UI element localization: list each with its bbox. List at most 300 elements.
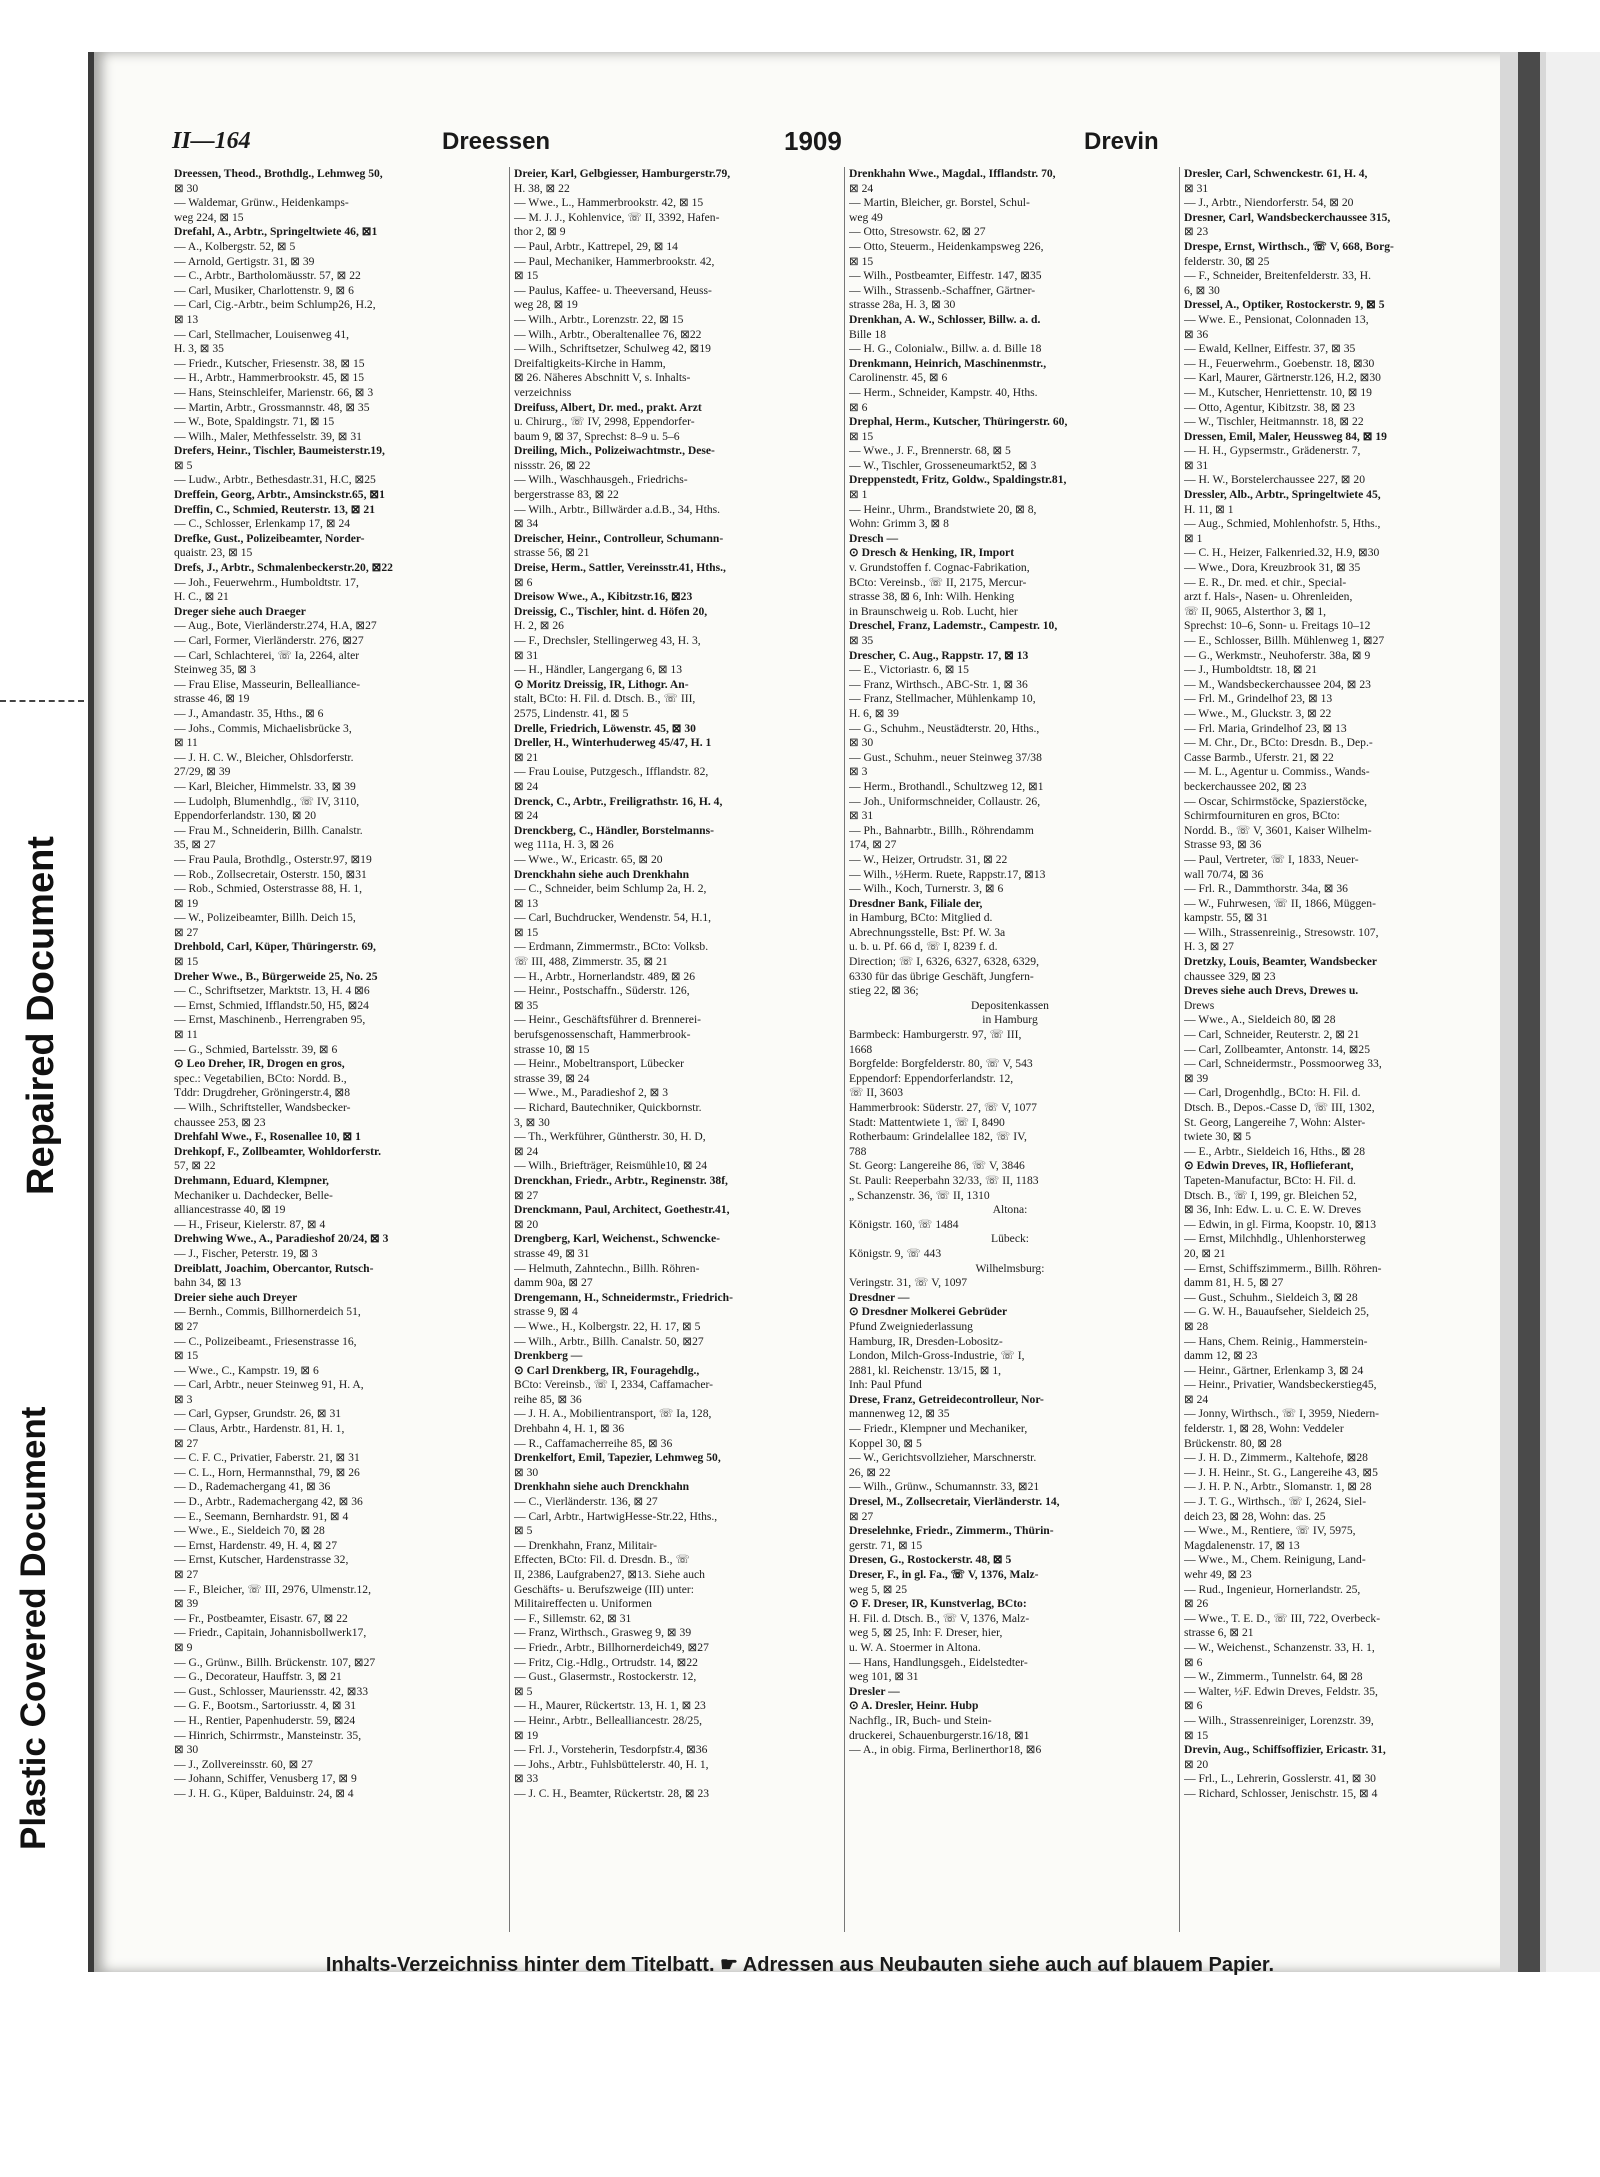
directory-entry-line: 35, ⊠ 27 [174, 838, 216, 852]
directory-entry-line: ☏ II, 3603 [849, 1086, 904, 1100]
directory-entry-line: Dreppenstedt, Fritz, Goldw., Spaldingstr.81, [849, 473, 1067, 487]
directory-entry-line: „ Schanzenstr. 36, ☏ II, 1310 [849, 1188, 990, 1202]
directory-entry-line: Dreiling, Mich., Polizeiwachtmstr., Dese- [514, 444, 715, 458]
directory-entry-line: 2881, kl. Reichenstr. 13/15, ⊠ 1, [849, 1363, 1002, 1377]
directory-entry-line: Militaireffecten u. Uniformen [514, 1597, 652, 1611]
directory-entry-line: — Martin, Bleicher, gr. Borstel, Schul- [849, 196, 1030, 210]
directory-entry-line: strasse 39, ⊠ 24 [514, 1071, 590, 1085]
directory-entry-line: Drefke, Gust., Polizeibeamter, Norder- [174, 531, 365, 545]
directory-entry-line: — Ernst, Schiffszimmerm., Billh. Röhren- [1184, 1261, 1382, 1275]
directory-entry-line: — H. G., Colonialw., Billw. a. d. Bille 18 [849, 342, 1042, 356]
directory-entry-line: — Arnold, Gertigstr. 31, ⊠ 39 [174, 254, 315, 268]
directory-entry-line: ⊠ 20 [514, 1217, 539, 1231]
directory-entry-line: — W., Heizer, Ortrudstr. 31, ⊠ 22 [849, 852, 1008, 866]
directory-entry-line: gerstr. 71, ⊠ 15 [849, 1538, 923, 1552]
page-number: II—164 [172, 128, 251, 154]
directory-entry-line: damm 12, ⊠ 23 [1184, 1349, 1258, 1363]
directory-entry-line: beckerchaussee 202, ⊠ 23 [1184, 779, 1307, 793]
directory-entry-line: Inh: Paul Pfund [849, 1378, 922, 1392]
directory-entry-line: ⊠ 31 [514, 648, 539, 662]
directory-entry-line: St. Georg, Langereihe 7, Wohn: Alster- [1184, 1115, 1366, 1129]
directory-entry-line: — Heinr., Gärtner, Erlenkamp 3, ⊠ 24 [1184, 1363, 1364, 1377]
directory-entry-line: — Ernst, Kutscher, Hardenstrasse 32, [174, 1553, 349, 1567]
directory-entry-line: — Karl, Bleicher, Himmelstr. 33, ⊠ 39 [174, 779, 356, 793]
directory-entry-line: Drenckberg, C., Händler, Borstelmanns- [514, 823, 714, 837]
directory-entry-line: 174, ⊠ 27 [849, 838, 897, 852]
directory-entry-line: — W., Fuhrwesen, ☏ II, 1866, Müggen- [1184, 896, 1376, 910]
directory-entry-line: Wohn: Grimm 3, ⊠ 8 [849, 517, 949, 531]
directory-entry-line: strasse 6, ⊠ 21 [1184, 1626, 1254, 1640]
directory-entry-line: ⊙ Leo Dreher, IR, Drogen en gros, [174, 1057, 345, 1071]
directory-entry-line: — F., Sillemstr. 62, ⊠ 31 [514, 1611, 632, 1625]
directory-entry-line: — Hans, Handlungsgeh., Eidelstedter- [849, 1655, 1028, 1669]
directory-entry-line: u. Chirurg., ☏ IV, 2998, Eppendorfer- [514, 415, 695, 429]
directory-entry-line: Sprechst: 10–6, Sonn- u. Freitags 10–12 [1184, 619, 1371, 633]
next-page-strip [1546, 52, 1600, 1972]
directory-entry-line: H. 38, ⊠ 22 [514, 181, 570, 195]
directory-entry-line: — J. H. P. N., Arbtr., Slomanstr. 1, ⊠ 28 [1184, 1480, 1372, 1494]
directory-entry-line: H. 6, ⊠ 39 [849, 706, 899, 720]
directory-entry-line: Dreller, H., Winterhuderweg 45/47, H. 1 [514, 736, 712, 750]
directory-entry-line: — Fritz, Cig.-Hdlg., Ortrudstr. 14, ⊠22 [514, 1655, 698, 1669]
directory-entry-line: London, Milch-Gross-Industrie, ☏ I, [849, 1349, 1025, 1363]
directory-entry-line: Stadt: Mattentwiete 1, ☏ I, 8490 [849, 1115, 1005, 1129]
directory-entry-line: Eppendorferlandstr. 130, ⊠ 20 [174, 809, 317, 823]
directory-entry-line: — C., Schlosser, Erlenkamp 17, ⊠ 24 [174, 517, 351, 531]
directory-entry-line: 57, ⊠ 22 [174, 1159, 216, 1173]
directory-entry-line: — Wwe., M., Rentiere, ☏ IV, 5975, [1184, 1524, 1356, 1538]
directory-entry-line: ⊠ 15 [514, 925, 539, 939]
directory-entry-line: — Gust., Glasermstr., Rostockerstr. 12, [514, 1670, 697, 1684]
directory-entry-line: Drenkhahn Wwe., Magdal., Ifflandstr. 70, [849, 167, 1056, 180]
directory-entry-line: — M., Wandsbeckerchaussee 204, ⊠ 23 [1184, 677, 1371, 691]
directory-entry-line: ⊠ 36, Inh: Edw. L. u. C. E. W. Dreves [1184, 1203, 1362, 1217]
directory-entry-line: — Frau M., Schneiderin, Billh. Canalstr. [174, 823, 363, 837]
directory-entry-line: mannenweg 12, ⊠ 35 [849, 1407, 950, 1421]
directory-entry-line: Dresner, Carl, Wandsbeckerchaussee 315, [1184, 210, 1391, 224]
directory-entry-line: Abrechnungsstelle, Bst: Pf. W. 3a [849, 925, 1006, 939]
directory-entry-line: — Ernst, Hardenstr. 49, H. 4, ⊠ 27 [174, 1538, 337, 1552]
directory-entry-line: — Frl. M., Grindelhof 23, ⊠ 13 [1184, 692, 1333, 706]
directory-entry-line: weg 5, ⊠ 25, Inh: F. Dreser, hier, [849, 1626, 1003, 1640]
directory-entry-line: quaistr. 23, ⊠ 15 [174, 546, 253, 560]
directory-entry-line: Drenkhahn siehe auch Drenckhahn [514, 1480, 690, 1494]
directory-entry-line: ⊠ 30 [849, 736, 874, 750]
directory-entry-line: — Wilh., ½Herm. Ruete, Rappstr.17, ⊠13 [849, 867, 1046, 881]
directory-entry-line: — Herm., Brothandl., Schultzweg 12, ⊠1 [849, 779, 1044, 793]
directory-entry-line: ⊠ 35 [514, 998, 539, 1012]
directory-entry-line: strasse 9, ⊠ 4 [514, 1305, 578, 1319]
directory-entry-line: ⊠ 27 [174, 1319, 199, 1333]
directory-entry-line: — Johann, Schiffer, Venusberg 17, ⊠ 9 [174, 1772, 357, 1786]
directory-entry-line: St. Pauli: Reeperbahn 32/33, ☏ II, 1183 [849, 1173, 1039, 1187]
directory-entry-line: ⊠ 24 [1184, 1392, 1209, 1406]
directory-entry-line: felderstr. 30, ⊠ 25 [1184, 254, 1270, 268]
directory-entry-line: Dreise, Herm., Sattler, Vereinsstr.41, Hths., [514, 561, 726, 575]
directory-entry-line: ⊙ Moritz Dreissig, IR, Lithogr. An- [514, 677, 689, 691]
directory-entry-line: ⊠ 24 [514, 1144, 539, 1158]
directory-entry-line: — C. L., Horn, Hermannsthal, 79, ⊠ 26 [174, 1465, 360, 1479]
directory-entry-line: — C. H., Heizer, Falkenried.32, H.9, ⊠30 [1184, 546, 1380, 560]
directory-entry-line: — Otto, Agentur, Kibitzstr. 38, ⊠ 23 [1184, 400, 1355, 414]
directory-entry-line: — Paul, Vertreter, ☏ I, 1833, Neuer- [1184, 852, 1359, 866]
directory-entry-line: — Gust., Schuhm., neuer Steinweg 37/38 [849, 750, 1042, 764]
directory-entry-line: damm 90a, ⊠ 27 [514, 1276, 593, 1290]
directory-entry-line: weg 5, ⊠ 25 [849, 1582, 908, 1596]
directory-entry-line: Hammerbrook: Süderstr. 27, ☏ V, 1077 [849, 1101, 1037, 1114]
directory-entry-line: — W., Zimmerm., Tunnelstr. 64, ⊠ 28 [1184, 1670, 1363, 1684]
directory-entry-line: — Helmuth, Zahntechn., Billh. Röhren- [514, 1261, 700, 1275]
directory-entry-line: ⊠ 26 [1184, 1597, 1209, 1611]
directory-entry-line: — G. W. H., Bauaufseher, Sieldeich 25, [1184, 1305, 1370, 1319]
directory-entry-line: alliancestrasse 40, ⊠ 19 [174, 1203, 286, 1217]
directory-entry-line: — Wwe., M., Gluckstr. 3, ⊠ 22 [1184, 706, 1332, 720]
directory-entry-line: — H., Feuerwehrm., Goebenstr. 18, ⊠30 [1184, 356, 1375, 370]
directory-entry-line: — Hans, Chem. Reinig., Hammerstein- [1184, 1334, 1368, 1348]
directory-entry-line: ⊙ Dresch & Henking, IR, Import [849, 546, 1015, 560]
plastic-covered-label: Plastic Covered Document [14, 1406, 53, 1850]
directory-entry-line: — D., Arbtr., Rademachergang 42, ⊠ 36 [174, 1495, 363, 1509]
directory-entry-line: ⊠ 6 [514, 575, 533, 589]
directory-entry-line: ⊠ 23 [1184, 225, 1209, 239]
directory-entry-line: — G., Decorateur, Hauffstr. 3, ⊠ 21 [174, 1670, 342, 1684]
directory-entry-line: ⊠ 11 [174, 736, 198, 750]
directory-entry-line: Drenckmann, Paul, Architect, Goethestr.41, [514, 1203, 730, 1217]
directory-entry-line: — M. J. J., Kohlenvice, ☏ II, 3392, Hafen- [514, 210, 720, 224]
directory-entry-line: — Waldemar, Grünw., Heidenkamps- [174, 196, 349, 210]
directory-entry-line: — M. L., Agentur u. Commiss., Wands- [1184, 765, 1370, 779]
directory-entry-line: weg 28, ⊠ 19 [514, 298, 578, 312]
directory-entry-line: Magdalenenstr. 17, ⊠ 13 [1184, 1538, 1300, 1552]
directory-entry-line: — Wwe., T. E. D., ☏ III, 722, Overbeck- [1184, 1611, 1381, 1625]
directory-entry-line: — Carl, Arbtr., neuer Steinweg 91, H. A, [174, 1378, 364, 1392]
directory-entry-line: — Wilh., Strassenreiniger, Lorenzstr. 39, [1184, 1713, 1374, 1727]
directory-entry-line: — Richard, Bautechniker, Quickbornstr. [514, 1101, 702, 1114]
directory-entry-line: Drehwing Wwe., A., Paradieshof 20/24, ⊠ 3 [174, 1232, 389, 1246]
directory-entry-line: Eppendorf: Eppendorferlandstr. 12, [849, 1071, 1014, 1085]
adjacent-page-edge [1500, 52, 1600, 1972]
directory-entry-line: II, 2386, Laufgraben27, ⊠13. Siehe auch [514, 1568, 705, 1581]
directory-entry-line: ⊠ 39 [174, 1597, 199, 1611]
directory-entry-line: ⊠ 24 [514, 809, 539, 823]
directory-entry-line: — Wwe., J. F., Brennerstr. 68, ⊠ 5 [849, 444, 1011, 458]
directory-entry-line: Drehfahl Wwe., F., Rosenallee 10, ⊠ 1 [174, 1130, 361, 1144]
directory-entry-line: Drefs, J., Arbtr., Schmalenbeckerstr.20, ⊠22 [174, 561, 393, 575]
directory-entry-line: in Hamburg [982, 1013, 1038, 1027]
directory-entry-line: H. 3, ⊠ 27 [1184, 940, 1234, 954]
directory-entry-line: — Paul, Mechaniker, Hammerbrookstr. 42, [514, 254, 715, 268]
directory-entry-line: ⊠ 15 [1184, 1728, 1209, 1742]
directory-entry-line: Dreger siehe auch Draeger [174, 604, 306, 618]
directory-entry-line: Drehkopf, F., Zollbeamter, Wohldorferstr. [174, 1144, 381, 1158]
directory-entry-line: — C. F. C., Privatier, Faberstr. 21, ⊠ 31 [174, 1451, 360, 1465]
directory-entry-line: Dreessen, Theod., Brothdlg., Lehmweg 50, [174, 167, 383, 180]
directory-entry-line: — Franz, Stellmacher, Mühlenkamp 10, [849, 692, 1036, 706]
directory-entry-line: — J., Arbtr., Niendorferstr. 54, ⊠ 20 [1184, 196, 1354, 210]
directory-entry-line: — Ernst, Schmied, Ifflandstr.50, H5, ⊠24 [174, 998, 369, 1012]
directory-entry-line: — Heinr., Uhrm., Brandstwiete 20, ⊠ 8, [849, 502, 1037, 516]
directory-entry-line: — E., Schlosser, Billh. Mühlenweg 1, ⊠27 [1184, 634, 1385, 647]
directory-entry-line: Dreier, Karl, Gelbgiesser, Hamburgerstr.79, [514, 167, 731, 180]
directory-entry-line: — Ph., Bahnarbtr., Billh., Röhrendamm [849, 823, 1034, 837]
directory-entry-line: ⊠ 6 [849, 400, 868, 414]
directory-entry-line: — C., Arbtr., Bartholomäusstr. 57, ⊠ 22 [174, 269, 361, 283]
directory-entry-line: Dreser, F., in gl. Fa., ☏ V, 1376, Malz- [849, 1568, 1039, 1581]
directory-entry-line: Königstr. 160, ☏ 1484 [849, 1217, 959, 1231]
directory-entry-line: — Wilh., Strassenb.-Schaffner, Gärtner- [849, 283, 1036, 297]
directory-entry-line: — W., Weichenst., Schanzenstr. 33, H. 1, [1184, 1640, 1375, 1654]
directory-entry-line: 1668 [849, 1042, 873, 1056]
directory-entry-line: — C., Vierländerstr. 136, ⊠ 27 [514, 1495, 658, 1509]
directory-entry-line: — Frau Paula, Brothdlg., Osterstr.97, ⊠19 [174, 852, 372, 866]
directory-entry-line: stieg 22, ⊠ 36; [849, 984, 919, 998]
directory-entry-line: ⊙ Dresdner Molkerei Gebrüder [849, 1305, 1008, 1319]
directory-entry-line: H. 3, ⊠ 35 [174, 342, 224, 356]
directory-entry-line: — Friedr., Klempner und Mechaniker, [849, 1422, 1028, 1436]
directory-entry-line: — Heinr., Privatier, Wandsbeckerstieg45, [1184, 1378, 1377, 1392]
directory-entry-line: weg 49 [849, 210, 883, 224]
directory-entry-line: Steinweg 35, ⊠ 3 [174, 663, 256, 677]
directory-entry-line: — Ludolph, Blumenhdlg., ☏ IV, 3110, [174, 794, 360, 808]
directory-entry-line: Drese, Franz, Getreidecontrolleur, Nor- [849, 1392, 1044, 1406]
directory-entry-line: — W., Tischler, Grosseneumarkt52, ⊠ 3 [849, 458, 1037, 472]
directory-entry-line: — Frl. J., Vorsteherin, Tesdorpfstr.4, ⊠36 [514, 1743, 708, 1757]
directory-entry-line: — Gust., Schuhm., Sieldeich 3, ⊠ 28 [1184, 1290, 1358, 1304]
directory-entry-line: — Rob., Zollsecretair, Osterstr. 150, ⊠31 [174, 867, 367, 881]
directory-entry-line: — H., Friseur, Kielerstr. 87, ⊠ 4 [174, 1217, 326, 1231]
directory-entry-line: — Carl, Former, Vierländerstr. 276, ⊠27 [174, 634, 364, 647]
directory-entry-line: ⊠ 3 [174, 1392, 193, 1406]
directory-entry-line: — Hans, Steinschleifer, Marienstr. 66, ⊠ 3 [174, 385, 374, 399]
directory-entry-line: ⊠ 27 [174, 925, 199, 939]
directory-entry-line: — Wwe., M., Chem. Reinigung, Land- [1184, 1553, 1366, 1567]
directory-entry-line: — Otto, Steuerm., Heidenkampsweg 226, [849, 239, 1044, 253]
directory-entry-line: Dreier siehe auch Dreyer [174, 1290, 298, 1304]
directory-entry-line: — Wilh., Schriftsetzer, Schulweg 42, ⊠19 [514, 342, 711, 356]
directory-entry-line: ⊠ 6 [1184, 1655, 1203, 1669]
directory-entry-line: ⊠ 5 [514, 1684, 533, 1698]
directory-entry-line: ⊙ Edwin Dreves, IR, Hoflieferant, [1184, 1159, 1354, 1173]
directory-entry-line: Tddr: Drugdreher, Gröningerstr.4, ⊠8 [174, 1086, 351, 1100]
directory-entry-line: — Herm., Schneider, Kampstr. 40, Hths. [849, 385, 1038, 399]
directory-entry-line: — J. H. G., Küper, Balduinstr. 24, ⊠ 4 [174, 1786, 354, 1800]
directory-entry-line: — Heinr., Mobeltransport, Lübecker [514, 1057, 684, 1071]
directory-entry-line: ⊠ 15 [174, 1349, 199, 1363]
directory-entry-line: — Joh., Feuerwehrm., Humboldtstr. 17, [174, 575, 359, 589]
directory-entry-line: ⊠ 1 [1184, 531, 1203, 545]
directory-entry-line: v. Grundstoffen f. Cognac-Fabrikation, [849, 561, 1030, 575]
directory-entry-line: — Friedr., Kutscher, Friesenstr. 38, ⊠ 15 [174, 356, 365, 370]
directory-entry-line: — Carl, Schneider, Reuterstr. 2, ⊠ 21 [1184, 1028, 1360, 1042]
directory-entry-line: BCto: Vereinsb., ☏ II, 2175, Mercur- [849, 575, 1027, 589]
directory-entry-line: — Richard, Schlosser, Jenischstr. 15, ⊠ 4 [1184, 1786, 1378, 1800]
directory-entry-line: u. b. u. Pf. 66 d, ☏ I, 8239 f. d. [849, 940, 998, 954]
directory-entry-line: Pfund Zweigniederlassung [849, 1319, 973, 1333]
page-footer: Inhalts-Verzeichniss hinter dem Titelbatt. ☛ Adressen aus Neubauten siehe auch auf blauem Papier. [325, 1954, 1275, 1976]
directory-entry-line: — F., Drechsler, Stellingerweg 43, H. 3, [514, 634, 701, 647]
directory-entry-line: — H., Rentier, Papenhuderstr. 59, ⊠24 [174, 1713, 356, 1727]
directory-entry-line: bergerstrasse 83, ⊠ 22 [514, 488, 619, 502]
directory-entry-line: ⊠ 28 [1184, 1319, 1209, 1333]
directory-entry-line: bahn 34, ⊠ 13 [174, 1276, 242, 1290]
directory-entry-line: Dressel, A., Optiker, Rostockerstr. 9, ⊠ 5 [1184, 298, 1385, 312]
directory-entry-line: — J., Zollvereinsstr. 60, ⊠ 27 [174, 1757, 313, 1771]
directory-entry-line: — Wilh., Arbtr., Oberaltenallee 76, ⊠22 [514, 327, 702, 341]
directory-entry-line: ⊠ 1 [849, 488, 868, 502]
directory-entry-line: ⊠ 13 [514, 896, 539, 910]
directory-entry-line: 788 [849, 1144, 867, 1158]
directory-entry-line: ⊠ 5 [514, 1524, 533, 1538]
directory-entry-line: H. C., ⊠ 21 [174, 590, 229, 604]
directory-entry-line: ⊠ 36 [1184, 327, 1209, 341]
directory-entry-line: — Frl., L., Lehrerin, Gosslerstr. 41, ⊠ 30 [1184, 1772, 1376, 1786]
directory-entry-line: — A., in obig. Firma, Berlinerthor18, ⊠6 [849, 1743, 1042, 1757]
directory-entry-line: — M., Kutscher, Henriettenstr. 10, ⊠ 19 [1184, 385, 1372, 399]
directory-entry-line: strasse 49, ⊠ 31 [514, 1246, 590, 1260]
directory-entry-line: Dreselehnke, Friedr., Zimmerm., Thürin- [849, 1524, 1054, 1538]
directory-entry-line: ⊠ 30 [514, 1465, 539, 1479]
directory-entry-line: Drespe, Ernst, Wirthsch., ☏ V, 668, Borg- [1184, 239, 1394, 253]
directory-entry-line: Tapeten-Manufactur, BCto: H. Fil. d. [1184, 1173, 1356, 1187]
directory-entry-line: — G. F., Bootsm., Sartoriusstr. 4, ⊠ 31 [174, 1699, 357, 1713]
directory-entry-line: ⊠ 27 [174, 1436, 199, 1450]
directory-entry-line: — A., Kolbergstr. 52, ⊠ 5 [174, 239, 296, 253]
directory-entry-line: Drehbold, Carl, Küper, Thüringerstr. 69, [174, 940, 376, 954]
directory-entry-line: — G., Schmied, Bartelsstr. 39, ⊠ 6 [174, 1042, 338, 1056]
directory-entry-line: — Aug., Bote, Vierländerstr.274, H.A, ⊠27 [174, 619, 377, 633]
directory-entry-line: — Wwe., W., Ericastr. 65, ⊠ 20 [514, 852, 663, 866]
repaired-document-label: Repaired Document [20, 836, 62, 1195]
directory-entry-line: Casse Barmb., Uferstr. 21, ⊠ 22 [1184, 750, 1334, 764]
directory-entry-line: ⊠ 11 [174, 1028, 198, 1042]
directory-entry-line: Drescher, C. Aug., Rappstr. 17, ⊠ 13 [849, 648, 1029, 662]
directory-entry-line: Dtsch. B., ☏ I, 199, gr. Bleichen 52, [1184, 1188, 1357, 1202]
directory-entry-line: Dreffin, C., Schmied, Reuterstr. 13, ⊠ 21 [174, 502, 375, 516]
directory-entry-line: ⊠ 30 [174, 181, 199, 195]
directory-entry-line: weg 224, ⊠ 15 [174, 210, 244, 224]
directory-entry-line: ⊠ 27 [514, 1188, 539, 1202]
directory-entry-line: — Wilh., Arbtr., Billh. Canalstr. 50, ⊠27 [514, 1334, 704, 1348]
directory-entry-line: — Frau Elise, Masseurin, Bellealliance- [174, 677, 361, 691]
directory-entry-line: Drehbahn 4, H. 1, ⊠ 36 [514, 1422, 625, 1436]
directory-entry-line: in Braunschweig u. Rob. Lucht, hier [849, 604, 1018, 618]
directory-entry-line: 2575, Lindenstr. 41, ⊠ 5 [514, 706, 629, 720]
directory-entry-line: — Aug., Schmied, Mohlenhofstr. 5, Hths., [1184, 517, 1381, 531]
directory-entry-line: — Carl, Stellmacher, Louisenweg 41, [174, 327, 350, 341]
directory-entry-line: — M. Chr., Dr., BCto: Dresdn. B., Dep.- [1184, 736, 1373, 750]
directory-entry-line: strasse 10, ⊠ 15 [514, 1042, 590, 1056]
directory-entry-line: Dresel, M., Zollsecretair, Vierländerstr. 14, [849, 1495, 1060, 1509]
directory-entry-line: ⊠ 33 [514, 1772, 539, 1786]
directory-entry-line: weg 111a, H. 3, ⊠ 26 [514, 838, 614, 852]
directory-entry-line: Barmbeck: Hamburgerstr. 97, ☏ III, [849, 1028, 1022, 1042]
directory-entry-line: BCto: Vereinsb., ☏ I, 2334, Caffamacher- [514, 1378, 713, 1392]
directory-entry-line: — J., Amandastr. 35, Hths., ⊠ 6 [174, 706, 324, 720]
directory-entry-line: — Johs., Arbtr., Fuhlsbüttelerstr. 40, H. 1, [514, 1757, 709, 1771]
directory-entry-line: ⊠ 3 [849, 765, 868, 779]
directory-entry-line: Königstr. 9, ☏ 443 [849, 1246, 942, 1260]
directory-entry-line: ⊠ 6 [1184, 1699, 1203, 1713]
header-last-name: Drevin [1084, 128, 1159, 155]
directory-entry-line: Drews [1184, 998, 1215, 1012]
directory-entry-line: — Carl, Schneidermstr., Possmoorweg 33, [1184, 1057, 1382, 1071]
directory-entry-line: — Carl, Drogenhdlg., BCto: H. Fil. d. [1184, 1086, 1361, 1100]
directory-entry-line: — Wilh., Arbtr., Billwärder a.d.B., 34, Hths. [514, 502, 721, 516]
directory-entry-line: Dreifuss, Albert, Dr. med., prakt. Arzt [514, 400, 702, 414]
directory-entry-line: — F., Schneider, Breitenfelderstr. 33, H. [1184, 269, 1371, 283]
directory-entry-line: — Wilh., Arbtr., Lorenzstr. 22, ⊠ 15 [514, 312, 684, 326]
directory-entry-line: Dretzky, Louis, Beamter, Wandsbecker [1184, 955, 1378, 969]
directory-entry-line: Dreher Wwe., B., Bürgerweide 25, No. 25 [174, 969, 378, 983]
directory-entry-line: ⊠ 15 [849, 429, 874, 443]
directory-entry-line: Dreffein, Georg, Arbtr., Amsinckstr.65, ⊠1 [174, 488, 385, 502]
directory-entry-line: Dressler, Alb., Arbtr., Springeltwiete 45, [1184, 488, 1381, 502]
directory-entry-line: — Karl, Maurer, Gärtnerstr.126, H.2, ⊠30 [1184, 371, 1381, 385]
directory-entry-line: Dressen, Emil, Maler, Heussweg 84, ⊠ 19 [1184, 429, 1387, 443]
directory-entry-line: Hamburg, IR, Dresden-Lobositz- [849, 1334, 1003, 1348]
directory-entry-line: Dtsch. B., Depos.-Casse D, ☏ III, 1302, [1184, 1101, 1375, 1114]
directory-entry-line: — W., Tischler, Heitmannstr. 18, ⊠ 22 [1184, 415, 1364, 429]
directory-entry-line: — Carl, Gypser, Grundstr. 26, ⊠ 31 [174, 1407, 342, 1421]
directory-entry-line: Schirmfournituren en gros, BCto: [1184, 809, 1340, 823]
directory-entry-line: — Jonny, Wirthsch., ☏ I, 3959, Niedern- [1184, 1407, 1379, 1421]
directory-entry-line: 26, ⊠ 22 [849, 1465, 891, 1479]
directory-entry-line: — Wilh., Briefträger, Reismühle10, ⊠ 24 [514, 1159, 708, 1173]
directory-entry-line: wehr 49, ⊠ 23 [1184, 1568, 1252, 1581]
directory-entry-line: — Frl. R., Dammthorstr. 34a, ⊠ 36 [1184, 882, 1348, 896]
column-3 [844, 167, 1171, 1932]
directory-entry-line: Drenkhan, A. W., Schlosser, Billw. a. d. [849, 312, 1041, 326]
directory-entry-line: Lübeck: [991, 1232, 1029, 1246]
directory-entry-line: — J. H. Heinr., St. G., Langereihe 43, ⊠5 [1184, 1465, 1378, 1479]
directory-entry-line: — Oscar, Schirmstöcke, Spazierstöcke, [1184, 794, 1368, 808]
directory-entry-line: — Erdmann, Zimmermstr., BCto: Volksb. [514, 940, 709, 954]
directory-entry-line: — G., Grünw., Billh. Brückenstr. 107, ⊠27 [174, 1655, 376, 1669]
directory-entry-line: ⊠ 31 [1184, 181, 1209, 195]
directory-entry-line: wall 70/74, ⊠ 36 [1184, 867, 1264, 881]
directory-entry-line: Dreifaltigkeits-Kirche in Hamm, [514, 356, 666, 370]
directory-entry-line: — Wilh., Grünw., Schumannstr. 33, ⊠21 [849, 1480, 1040, 1494]
directory-entry-line: — R., Caffamacherreihe 85, ⊠ 36 [514, 1436, 673, 1450]
directory-entry-line: 6330 für das übrige Geschäft, Jungfern- [849, 969, 1034, 983]
directory-entry-line: Altona: [992, 1203, 1028, 1217]
directory-entry-line: Dresler — [849, 1684, 900, 1698]
directory-entry-line: Dresler, Carl, Schwenckestr. 61, H. 4, [1184, 167, 1368, 180]
directory-entry-line: spec.: Vegetabilien, BCto: Nordd. B., [174, 1071, 347, 1085]
directory-entry-line: — H., Arbtr., Hornerlandstr. 489, ⊠ 26 [514, 969, 696, 983]
directory-entry-line: — Wwe., E., Sieldeich 70, ⊠ 28 [174, 1524, 325, 1538]
directory-entry-line: St. Georg: Langereihe 86, ☏ V, 3846 [849, 1159, 1025, 1173]
directory-entry-line: — Carl, Zollbeamter, Antonstr. 14, ⊠25 [1184, 1042, 1371, 1056]
directory-entry-line: — Wwe., A., Sieldeich 80, ⊠ 28 [1184, 1013, 1336, 1027]
directory-entry-line: — Rud., Ingenieur, Hornerlandstr. 25, [1184, 1582, 1361, 1596]
directory-entry-line: — Fr., Postbeamter, Eisastr. 67, ⊠ 22 [174, 1611, 348, 1625]
directory-entry-line: Drenkberg — [514, 1349, 583, 1363]
directory-entry-line: Bille 18 [849, 327, 887, 341]
directory-entry-line: — Carl, Arbtr., HartwigHesse-Str.22, Hths., [514, 1509, 718, 1523]
directory-entry-line: — Wwe., C., Kampstr. 19, ⊠ 6 [174, 1363, 319, 1377]
directory-entry-line: — J. C. H., Beamter, Rückertstr. 28, ⊠ 23 [514, 1786, 710, 1800]
directory-entry-line: ⊠ 5 [174, 458, 193, 472]
directory-entry-line: Dresdner — [849, 1290, 910, 1304]
directory-entry-line: kampstr. 55, ⊠ 31 [1184, 911, 1269, 925]
directory-entry-line: — Ewald, Kellner, Eiffestr. 37, ⊠ 35 [1184, 342, 1356, 356]
column-2 [509, 167, 836, 1932]
directory-entry-line: — Johs., Commis, Michaelisbrücke 3, [174, 721, 352, 735]
column-4 [1179, 167, 1506, 1932]
directory-entry-line: — W., Bote, Spaldingstr. 71, ⊠ 15 [174, 415, 335, 429]
directory-entry-line: chaussee 329, ⊠ 23 [1184, 969, 1276, 983]
